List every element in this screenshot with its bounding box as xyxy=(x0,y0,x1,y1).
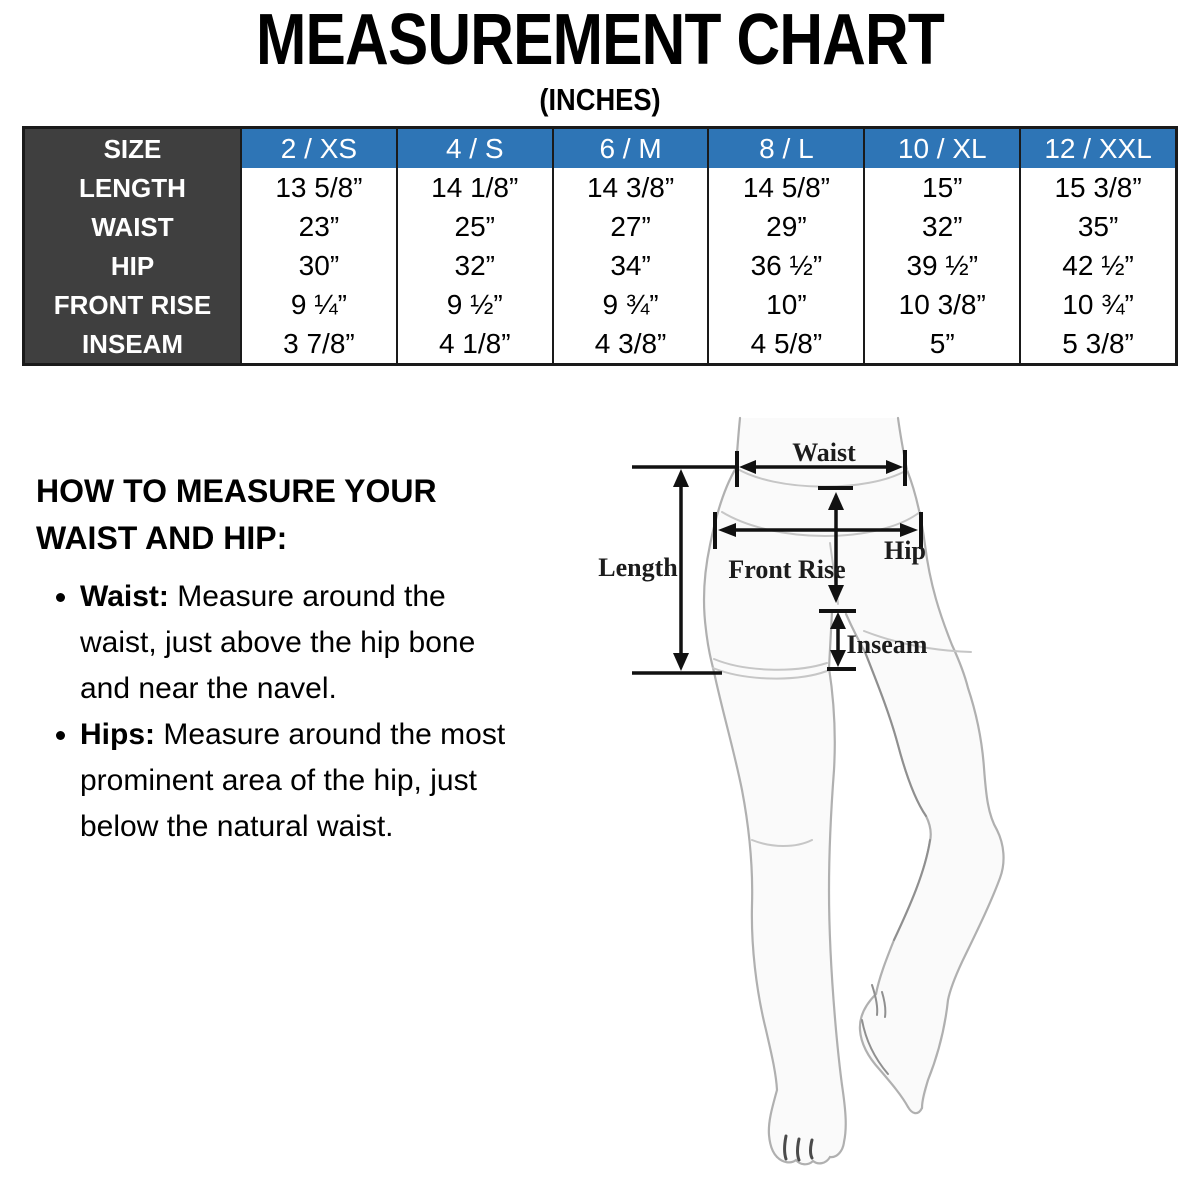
front-rise-value: 9 ½” xyxy=(396,285,552,324)
row-label-inseam: INSEAM xyxy=(25,324,240,363)
inseam-arrowhead-down xyxy=(830,650,846,667)
front-rise-value: 10” xyxy=(707,285,863,324)
hip-value: 42 ½” xyxy=(1019,246,1175,285)
row-label-hip: HIP xyxy=(25,246,240,285)
figure-label-front-rise: Front Rise xyxy=(728,555,846,584)
size-header: 10 / XL xyxy=(863,129,1019,168)
figure-label-inseam: Inseam xyxy=(846,630,928,659)
waist-instruction-label: Waist: xyxy=(80,580,169,613)
row-label-front-rise: FRONT RISE xyxy=(25,285,240,324)
waist-value: 23” xyxy=(240,207,396,246)
hips-instruction-text: Measure around the most prominent area of the hip, just below the natural waist. xyxy=(80,718,506,843)
front-rise-value: 9 ¾” xyxy=(552,285,708,324)
waist-value: 25” xyxy=(396,207,552,246)
inseam-value: 5 3/8” xyxy=(1019,324,1175,363)
inseam-value: 3 7/8” xyxy=(240,324,396,363)
figure-label-waist: Waist xyxy=(792,438,856,467)
length-value: 13 5/8” xyxy=(240,168,396,207)
waist-value: 32” xyxy=(863,207,1019,246)
length-value: 15 3/8” xyxy=(1019,168,1175,207)
row-label-waist: WAIST xyxy=(25,207,240,246)
hip-value: 34” xyxy=(552,246,708,285)
size-header: 12 / XXL xyxy=(1019,129,1175,168)
row-label-size: SIZE xyxy=(25,129,240,168)
hip-value: 30” xyxy=(240,246,396,285)
waist-value: 35” xyxy=(1019,207,1175,246)
page-title: MEASUREMENT CHART xyxy=(256,0,944,80)
hip-value: 36 ½” xyxy=(707,246,863,285)
size-header: 4 / S xyxy=(396,129,552,168)
hips-instruction xyxy=(80,712,522,850)
page-subtitle: (INCHES) xyxy=(539,82,661,117)
size-header: 8 / L xyxy=(707,129,863,168)
hip-value: 32” xyxy=(396,246,552,285)
length-value: 14 5/8” xyxy=(707,168,863,207)
size-header: 6 / M xyxy=(552,129,708,168)
front-rise-value: 10 ¾” xyxy=(1019,285,1175,324)
length-arrowhead-up xyxy=(673,469,689,487)
how-to-measure-list xyxy=(36,574,522,850)
front-rise-value: 9 ¼” xyxy=(240,285,396,324)
length-value: 14 1/8” xyxy=(396,168,552,207)
waist-instruction-text: Measure around the waist, just above the hip bone and near the navel. xyxy=(80,580,476,705)
length-value: 14 3/8” xyxy=(552,168,708,207)
size-chart-table xyxy=(22,126,1178,366)
inseam-value: 5” xyxy=(863,324,1019,363)
inseam-value: 4 1/8” xyxy=(396,324,552,363)
hips-instruction-label: Hips: xyxy=(80,718,155,751)
waist-instruction xyxy=(80,574,522,712)
size-header: 2 / XS xyxy=(240,129,396,168)
how-to-measure-section xyxy=(36,468,596,850)
waist-value: 27” xyxy=(552,207,708,246)
measurement-diagram xyxy=(598,408,1128,1200)
figure-label-hip: Hip xyxy=(884,536,926,565)
length-arrowhead-down xyxy=(673,653,689,671)
inseam-value: 4 3/8” xyxy=(552,324,708,363)
hip-value: 39 ½” xyxy=(863,246,1019,285)
row-label-length: LENGTH xyxy=(25,168,240,207)
waist-value: 29” xyxy=(707,207,863,246)
length-value: 15” xyxy=(863,168,1019,207)
how-to-measure-heading: HOW TO MEASURE YOUR WAIST AND HIP: xyxy=(36,473,437,556)
front-rise-value: 10 3/8” xyxy=(863,285,1019,324)
figure-label-length: Length xyxy=(598,553,678,582)
inseam-value: 4 5/8” xyxy=(707,324,863,363)
